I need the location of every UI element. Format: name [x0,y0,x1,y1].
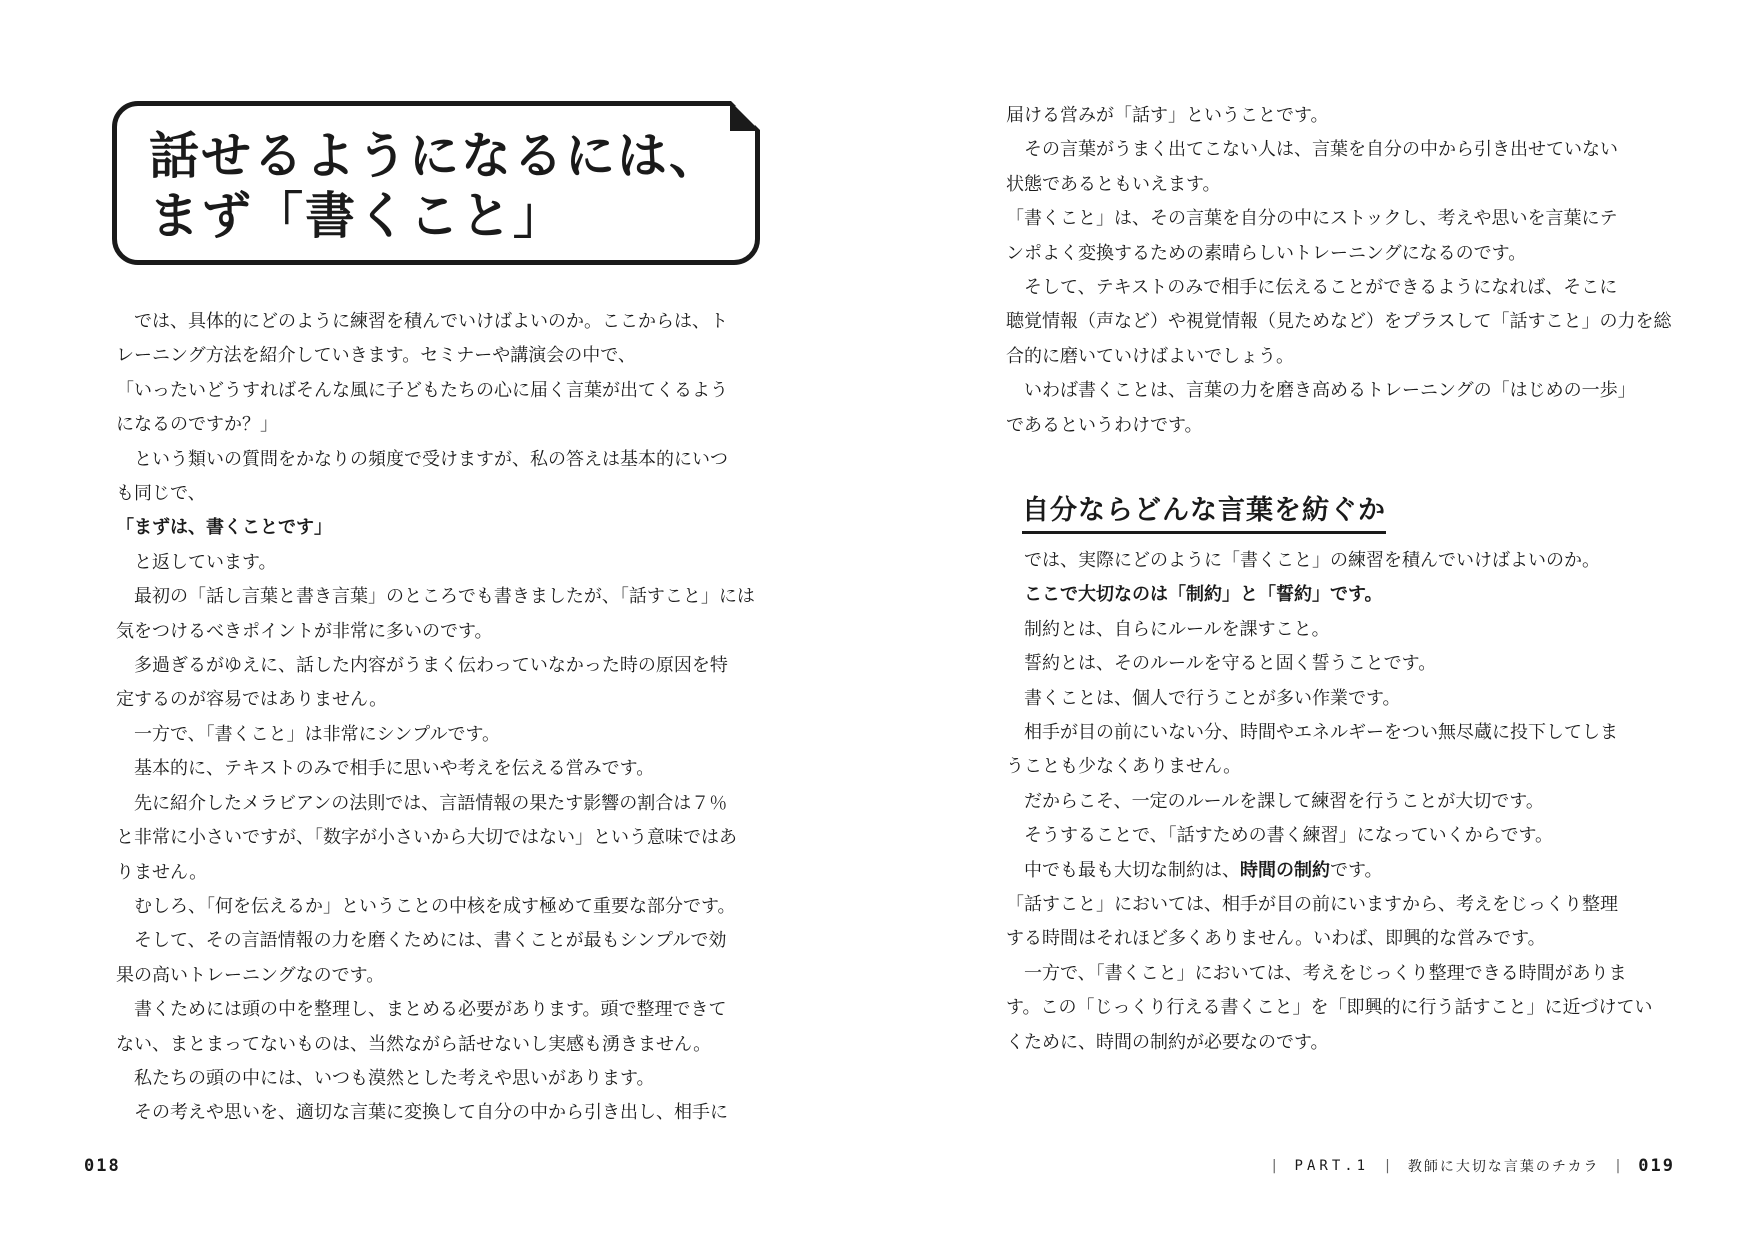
part-label: PART.1 [1294,1158,1370,1174]
text-line: うことも少なくありません。 [1006,756,1242,778]
right-body-text-top [1006,99,1672,443]
text-line: ンポよく変換するための素晴らしいトレーニングになるのです。 [1006,242,1527,264]
separator: | [1385,1158,1392,1174]
text-line: も同じで、 [116,483,206,505]
page-number-right: 019 [1638,1156,1675,1176]
text-line: その言葉がうまく出てこない人は、言葉を自分の中から引き出せていない [1024,139,1618,161]
text-segment: 中でも最も大切な制約は、 [1024,859,1240,881]
left-page [0,0,877,1240]
text-line: その考えや思いを、適切な言葉に変換して自分の中から引き出し、相手に [134,1102,728,1124]
emphasis-line: 「まずは、書くことです」 [116,517,332,539]
emphasis-line: ここで大切なのは「制約」と「誓約」です。 [1024,584,1383,606]
text-line: 一方で、「書くこと」においては、考えをじっくり整理できる時間がありま [1024,962,1627,984]
left-body-text [116,305,776,1131]
text-line: 多過ぎるがゆえに、話した内容がうまく伝わっていなかった時の原因を特 [134,655,728,677]
page-number-left: 018 [84,1156,121,1176]
text-line: 合的に磨いていけばよいでしょう。 [1006,345,1294,367]
text-line: と返しています。 [134,551,277,573]
text-line: 「話すこと」においては、相手が目の前にいますから、考えをじっくり整理 [1006,894,1618,916]
text-line: になるのですか？」 [116,414,278,436]
text-line: むしろ、「何を伝えるか」ということの中核を成す極めて重要な部分です。 [134,895,736,917]
section-heading: 自分ならどんな言葉を紡ぐか [1022,488,1386,534]
text-line: では、具体的にどのように練習を積んでいけばよいのか。ここからは、ト [134,311,728,332]
title-line-1: 話せるようになるには、 [149,127,721,185]
text-line: 先に紹介したメラビアンの法則では、言語情報の果たす影響の割合は７％ [134,792,728,814]
title-line-2: まず「書くこと」 [149,187,565,245]
text-line: 状態であるともいえます。 [1006,173,1221,195]
text-line: であるというわけです。 [1006,414,1203,436]
text-segment: です。 [1330,859,1383,881]
text-line: 最初の「話し言葉と書き言葉」のところでも書きましたが、「話すこと」には [134,586,755,608]
text-line: 私たちの頭の中には、いつも漠然とした考えや思いがあります。 [134,1067,655,1089]
text-line: 基本的に、テキストのみで相手に思いや考えを伝える営みです。 [134,758,655,780]
text-line: レーニング方法を紹介していきます。セミナーや講演会の中で、 [116,345,636,367]
text-line: そして、その言語情報の力を磨くためには、書くことが最もシンプルで効 [134,930,727,952]
text-line: だからこそ、一定のルールを課して練習を行うことが大切です。 [1024,790,1544,812]
text-line: す。この「じっくり行える書くこと」を「即興的に行う話すこと」に近づけてい [1006,997,1653,1019]
text-line: 届ける営みが「話す」ということです。 [1006,105,1329,126]
text-line: 定するのが容易ではありません。 [116,689,388,711]
text-line: 気をつけるべきポイントが非常に多いのです。 [116,620,493,642]
text-line: と非常に小さいですが、「数字が小さいから大切ではない」という意味ではあ [116,827,737,849]
text-line: 一方で、「書くこと」は非常にシンプルです。 [134,723,501,745]
text-line: くために、時間の制約が必要なのです。 [1006,1031,1329,1053]
text-line: 「いったいどうすればそんな風に子どもたちの心に届く言葉が出てくるよう [116,379,728,401]
emphasis-segment: 時間の制約 [1240,859,1330,881]
text-line: 誓約とは、そのルールを守ると固く誓うことです。 [1024,653,1437,675]
text-line: りません。 [116,861,208,883]
text-line: ない、まとまってないものは、当然ながら話せないし実感も湧きません。 [116,1033,712,1055]
right-body-text-bottom [1006,544,1666,1060]
text-line: という類いの質問をかなりの頻度で受けますが、私の答えは基本的にいつ [134,448,728,470]
text-line: 「書くこと」は、その言葉を自分の中にストックし、考えや思いを言葉にテ [1006,208,1618,230]
chapter-title: 教師に大切な言葉のチカラ [1407,1159,1600,1175]
text-line: そして、テキストのみで相手に伝えることができるようになれば、そこに [1024,277,1618,299]
text-line: いわば書くことは、言葉の力を磨き高めるトレーニングの「はじめの一歩」 [1024,380,1636,402]
text-line [1006,854,1666,888]
text-line: 書くことは、個人で行うことが多い作業です。 [1024,687,1401,709]
running-head [1256,1156,1675,1176]
text-line: 聴覚情報（声など）や視覚情報（見ためなど）をプラスして「話すこと」の力を総 [1006,311,1672,333]
text-line: 書くためには頭の中を整理し、まとめる必要があります。頭で整理できて [134,999,727,1021]
text-line: では、実際にどのように「書くこと」の練習を積んでいけばよいのか。 [1024,550,1600,571]
text-line: そうすることで、「話すための書く練習」になっていくからです。 [1024,825,1554,847]
title-box [112,101,760,265]
text-line: 制約とは、自らにルールを課すこと。 [1024,618,1330,640]
separator: | [1615,1158,1623,1174]
text-line: する時間はそれほど多くありません。いわば、即興的な営みです。 [1006,928,1546,950]
text-line: 相手が目の前にいない分、時間やエネルギーをつい無尽蔵に投下してしま [1024,722,1618,744]
separator: | [1271,1158,1279,1174]
text-line: 果の高いトレーニングなのです。 [116,964,385,986]
